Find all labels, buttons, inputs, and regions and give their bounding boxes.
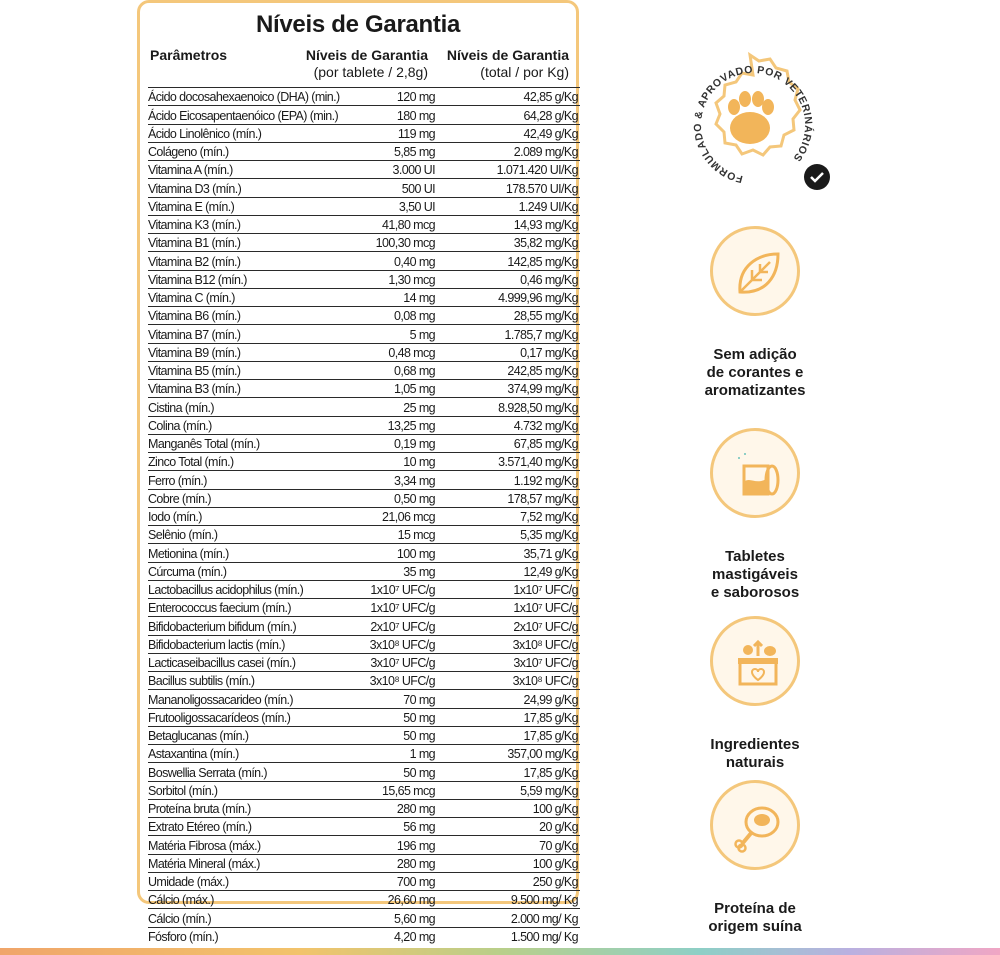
table-row [148, 818, 580, 836]
tablet-value-cell: 10 mg [362, 453, 437, 471]
param-cell: Sorbitol (mín.) [148, 781, 362, 799]
total-value-cell: 70 g/Kg [437, 836, 580, 854]
tablet-value-cell: 5 mg [362, 325, 437, 343]
table-row [148, 416, 580, 434]
table-row [148, 653, 580, 671]
total-value-cell: 42,85 g/Kg [437, 88, 580, 106]
total-value-cell: 28,55 mg/Kg [437, 307, 580, 325]
tablet-value-cell: 3,34 mg [362, 471, 437, 489]
param-cell: Cúrcuma (mín.) [148, 562, 362, 580]
tablet-value-cell: 120 mg [362, 88, 437, 106]
tablet-value-cell: 100 mg [362, 544, 437, 562]
param-cell: Vitamina C (mín.) [148, 288, 362, 306]
header-tablet-line1: Níveis de Garantia [305, 47, 428, 63]
tablet-value-cell: 0,19 mg [362, 434, 437, 452]
total-value-cell: 42,49 g/Kg [437, 124, 580, 142]
vet-approved-badge [668, 45, 838, 195]
feature-line: naturais [725, 754, 785, 771]
table-row [148, 252, 580, 270]
tablet-value-cell: 25 mg [362, 398, 437, 416]
table-row [148, 617, 580, 635]
param-cell: Matéria Mineral (máx.) [148, 854, 362, 872]
tablet-value-cell: 280 mg [362, 854, 437, 872]
total-value-cell: 17,85 g/Kg [437, 763, 580, 781]
param-cell: Matéria Fibrosa (máx.) [148, 836, 362, 854]
tablet-value-cell: 70 mg [362, 690, 437, 708]
table-row [148, 307, 580, 325]
table-row [148, 927, 580, 945]
total-value-cell: 5,59 mg/Kg [437, 781, 580, 799]
tablet-value-cell: 100,30 mcg [362, 234, 437, 252]
param-cell: Cálcio (mín.) [148, 909, 362, 927]
total-value-cell: 5,35 mg/Kg [437, 526, 580, 544]
table-row [148, 234, 580, 252]
total-value-cell: 374,99 mg/Kg [437, 380, 580, 398]
tablet-value-cell: 3x10⁸ UFC/g [362, 635, 437, 653]
tablet-value-cell: 700 mg [362, 872, 437, 890]
param-cell: Vitamina B2 (mín.) [148, 252, 362, 270]
rainbow-footer-strip [0, 948, 1000, 955]
tablet-value-cell: 15,65 mcg [362, 781, 437, 799]
tablet-value-cell: 4,20 mg [394, 929, 435, 944]
param-cell: Cobre (mín.) [148, 489, 362, 507]
total-value-cell: 0,46 mg/Kg [437, 270, 580, 288]
param-cell: Mananoligossacarideo (mín.) [148, 690, 362, 708]
tablet-value-cell: 0,08 mg [362, 307, 437, 325]
feature-line: de corantes e [706, 364, 804, 381]
header-tablet [306, 47, 428, 81]
table-row [148, 161, 580, 179]
total-value-cell: 14,93 mg/Kg [437, 215, 580, 233]
header-tablet-line2: (por tablete / 2,8g) [313, 64, 428, 80]
table-row [148, 562, 580, 580]
tablet-value-cell: 0,68 mg [362, 361, 437, 379]
table-row [148, 909, 580, 927]
total-value-cell: 250 g/Kg [437, 872, 580, 890]
total-value-cell: 24,99 g/Kg [437, 690, 580, 708]
total-value-cell: 9.500 mg/ Kg [437, 891, 580, 909]
total-value-cell: 0,17 mg/Kg [437, 343, 580, 361]
param-cell: Vitamina B9 (mín.) [148, 343, 362, 361]
badge-seal-icon [668, 45, 838, 195]
param-cell: Colina (mín.) [148, 416, 362, 434]
tablet-value-cell: 15 mcg [362, 526, 437, 544]
feature-pork-protein [690, 780, 820, 936]
param-cell: Ferro (mín.) [148, 471, 362, 489]
table-row [148, 142, 580, 160]
param-cell: Colágeno (mín.) [148, 142, 362, 160]
total-value-cell: 35,71 g/Kg [437, 544, 580, 562]
param-cell: Cistina (mín.) [148, 398, 362, 416]
param-cell: Astaxantina (mín.) [148, 745, 362, 763]
param-cell: Metionina (mín.) [148, 544, 362, 562]
meat-icon [710, 780, 800, 870]
tablet-value-cell: 13,25 mg [362, 416, 437, 434]
table-row [148, 526, 580, 544]
param-cell: Cálcio (máx.) [148, 891, 362, 909]
total-value-cell: 1.071.420 UI/Kg [437, 161, 580, 179]
total-value-cell: 20 g/Kg [437, 818, 580, 836]
total-value-cell: 64,28 g/Kg [437, 106, 580, 124]
table-row [148, 836, 580, 854]
tablet-value-cell: 50 mg [362, 726, 437, 744]
param-cell: Ácido Linolênico (mín.) [148, 124, 362, 142]
tablet-value-cell: 0,40 mg [362, 252, 437, 270]
param-cell: Zinco Total (mín.) [148, 453, 362, 471]
feature-line: mastigáveis [712, 566, 798, 583]
tablet-value-cell: 26,60 mg [362, 891, 437, 909]
tablet-value-cell: 50 mg [362, 708, 437, 726]
guarantee-panel [137, 0, 579, 944]
total-value-cell: 7,52 mg/Kg [437, 507, 580, 525]
feature-no-colorants [690, 226, 820, 400]
param-cell: Lacticaseibacillus casei (mín.) [148, 653, 362, 671]
param-cell: Bacillus subtilis (mín.) [148, 672, 362, 690]
table-row [148, 745, 580, 763]
table-row [148, 580, 580, 598]
total-value-cell: 12,49 g/Kg [437, 562, 580, 580]
tablet-value-cell: 3x10⁸ UFC/g [362, 672, 437, 690]
header-param: Parâmetros [150, 47, 228, 63]
total-value-cell: 357,00 mg/Kg [437, 745, 580, 763]
table-row [148, 270, 580, 288]
param-cell: Umidade (máx.) [148, 872, 362, 890]
tablet-value-cell: 1,30 mcg [362, 270, 437, 288]
total-value-cell: 178.570 UI/Kg [437, 179, 580, 197]
param-cell: Vitamina B6 (mín.) [148, 307, 362, 325]
tablet-value-cell: 1 mg [362, 745, 437, 763]
param-cell: Vitamina E (mín.) [148, 197, 362, 215]
param-cell: Vitamina B3 (mín.) [148, 380, 362, 398]
table-row [148, 891, 580, 909]
leaf-icon [710, 226, 800, 316]
table-row [148, 124, 580, 142]
param-cell: Ácido Eicosapentaenóico (EPA) (min.) [148, 106, 362, 124]
param-cell: Boswellia Serrata (mín.) [148, 763, 362, 781]
param-cell: Iodo (mín.) [148, 507, 362, 525]
table-row [148, 489, 580, 507]
total-value-cell: 3x10⁷ UFC/g [437, 653, 580, 671]
total-value-cell: 1.500 mg/ Kg [510, 929, 578, 944]
total-value-cell: 2.000 mg/ Kg [437, 909, 580, 927]
check-badge-icon [804, 164, 830, 190]
tablet-value-cell: 3x10⁷ UFC/g [362, 653, 437, 671]
total-value-cell: 3.571,40 mg/Kg [437, 453, 580, 471]
param-cell: Bifidobacterium lactis (mín.) [148, 635, 362, 653]
param-cell: Lactobacillus acidophilus (mín.) [148, 580, 362, 598]
tablet-value-cell: 0,48 mcg [362, 343, 437, 361]
tablet-value-cell: 21,06 mcg [362, 507, 437, 525]
tablet-value-cell: 56 mg [362, 818, 437, 836]
table-row [148, 781, 580, 799]
param-cell: Vitamina D3 (mín.) [148, 179, 362, 197]
param-cell: Vitamina K3 (mín.) [148, 215, 362, 233]
tablet-value-cell: 50 mg [362, 763, 437, 781]
total-value-cell: 4.999,96 mg/Kg [437, 288, 580, 306]
table-row [148, 434, 580, 452]
total-value-cell: 178,57 mg/Kg [437, 489, 580, 507]
table-row [148, 872, 580, 890]
param-cell: Vitamina B1 (mín.) [148, 234, 362, 252]
table-row [148, 197, 580, 215]
table-row [148, 708, 580, 726]
table-row [148, 690, 580, 708]
table-row [148, 361, 580, 379]
param-cell: Vitamina A (mín.) [148, 161, 362, 179]
table-row [148, 288, 580, 306]
total-value-cell: 1.785,7 mg/Kg [437, 325, 580, 343]
total-value-cell: 1.192 mg/Kg [437, 471, 580, 489]
param-cell: Vitamina B12 (mín.) [148, 270, 362, 288]
param-cell: Ácido docosahexaenoico (DHA) (min.) [148, 88, 362, 106]
tablet-value-cell: 3,50 UI [362, 197, 437, 215]
tablet-value-cell: 180 mg [362, 106, 437, 124]
feature-line: Tabletes [725, 548, 785, 565]
table-row [148, 672, 580, 690]
param-cell: Selênio (mín.) [148, 526, 362, 544]
badge-text: FORMULADO & APROVADO POR VETERINÁRIOS [691, 63, 815, 185]
total-value-cell: 35,82 mg/Kg [437, 234, 580, 252]
tablet-value-cell: 119 mg [362, 124, 437, 142]
table-row [148, 88, 580, 106]
param-cell: Bifidobacterium bifidum (mín.) [148, 617, 362, 635]
feature-line: Sem adição [713, 346, 797, 363]
table-row [148, 453, 580, 471]
table-row [148, 763, 580, 781]
tablet-icon [710, 428, 800, 518]
tablet-value-cell: 2x10⁷ UFC/g [362, 617, 437, 635]
total-value-cell: 3x10⁸ UFC/g [437, 635, 580, 653]
total-value-cell: 4.732 mg/Kg [437, 416, 580, 434]
guarantee-table [148, 87, 580, 945]
header-total [447, 47, 569, 81]
param-cell: Frutooligossacarídeos (mín.) [148, 708, 362, 726]
param-cell: Vitamina B7 (mín.) [148, 325, 362, 343]
tablet-value-cell: 1x10⁷ UFC/g [362, 580, 437, 598]
table-row [148, 726, 580, 744]
feature-line: aromatizantes [704, 382, 806, 399]
feature-chewable [690, 428, 820, 602]
table-row [148, 544, 580, 562]
feature-line: origem suína [708, 918, 802, 935]
table-row [148, 471, 580, 489]
header-total-line2: (total / por Kg) [480, 64, 569, 80]
param-cell: Betaglucanas (mín.) [148, 726, 362, 744]
table-row [148, 343, 580, 361]
tablet-value-cell: 1,05 mg [362, 380, 437, 398]
tablet-value-cell: 5,60 mg [362, 909, 437, 927]
tablet-value-cell: 0,50 mg [362, 489, 437, 507]
total-value-cell: 1.249 UI/Kg [437, 197, 580, 215]
tablet-value-cell: 500 UI [362, 179, 437, 197]
total-value-cell: 1x10⁷ UFC/g [437, 580, 580, 598]
total-value-cell: 2.089 mg/Kg [437, 142, 580, 160]
total-value-cell: 1x10⁷ UFC/g [437, 599, 580, 617]
tablet-value-cell: 35 mg [362, 562, 437, 580]
tablet-value-cell: 1x10⁷ UFC/g [362, 599, 437, 617]
ingredients-box-icon [710, 616, 800, 706]
total-value-cell: 100 g/Kg [437, 854, 580, 872]
table-row [148, 635, 580, 653]
table-row [148, 854, 580, 872]
tablet-value-cell: 5,85 mg [362, 142, 437, 160]
table-row [148, 380, 580, 398]
table-row [148, 507, 580, 525]
table-row [148, 799, 580, 817]
tablet-value-cell: 41,80 mcg [362, 215, 437, 233]
total-value-cell: 17,85 g/Kg [437, 708, 580, 726]
total-value-cell: 100 g/Kg [437, 799, 580, 817]
total-value-cell: 3x10⁸ UFC/g [437, 672, 580, 690]
total-value-cell: 17,85 g/Kg [437, 726, 580, 744]
table-row [148, 599, 580, 617]
header-total-line1: Níveis de Garantia [446, 47, 569, 63]
total-value-cell: 142,85 mg/Kg [437, 252, 580, 270]
table-row [148, 179, 580, 197]
param-cell: Fósforo (mín.) [148, 929, 219, 944]
total-value-cell: 67,85 mg/Kg [437, 434, 580, 452]
tablet-value-cell: 196 mg [362, 836, 437, 854]
feature-line: e saborosos [710, 584, 800, 601]
param-cell: Manganês Total (mín.) [148, 434, 362, 452]
tablet-value-cell: 280 mg [362, 799, 437, 817]
table-row [148, 398, 580, 416]
total-value-cell: 8.928,50 mg/Kg [437, 398, 580, 416]
feature-line: Proteína de [714, 900, 796, 917]
param-cell: Vitamina B5 (mín.) [148, 361, 362, 379]
tablet-value-cell: 3.000 UI [362, 161, 437, 179]
table-title: Níveis de Garantia [255, 11, 461, 38]
tablet-value-cell: 14 mg [362, 288, 437, 306]
table-row [148, 215, 580, 233]
table-row [148, 325, 580, 343]
param-cell: Enterococcus faecium (mín.) [148, 599, 362, 617]
table-row [148, 106, 580, 124]
param-cell: Proteína bruta (mín.) [148, 799, 362, 817]
feature-natural-ingredients [690, 616, 820, 772]
param-cell: Extrato Etéreo (mín.) [148, 818, 362, 836]
total-value-cell: 2x10⁷ UFC/g [437, 617, 580, 635]
feature-line: Ingredientes [710, 736, 800, 753]
total-value-cell: 242,85 mg/Kg [437, 361, 580, 379]
